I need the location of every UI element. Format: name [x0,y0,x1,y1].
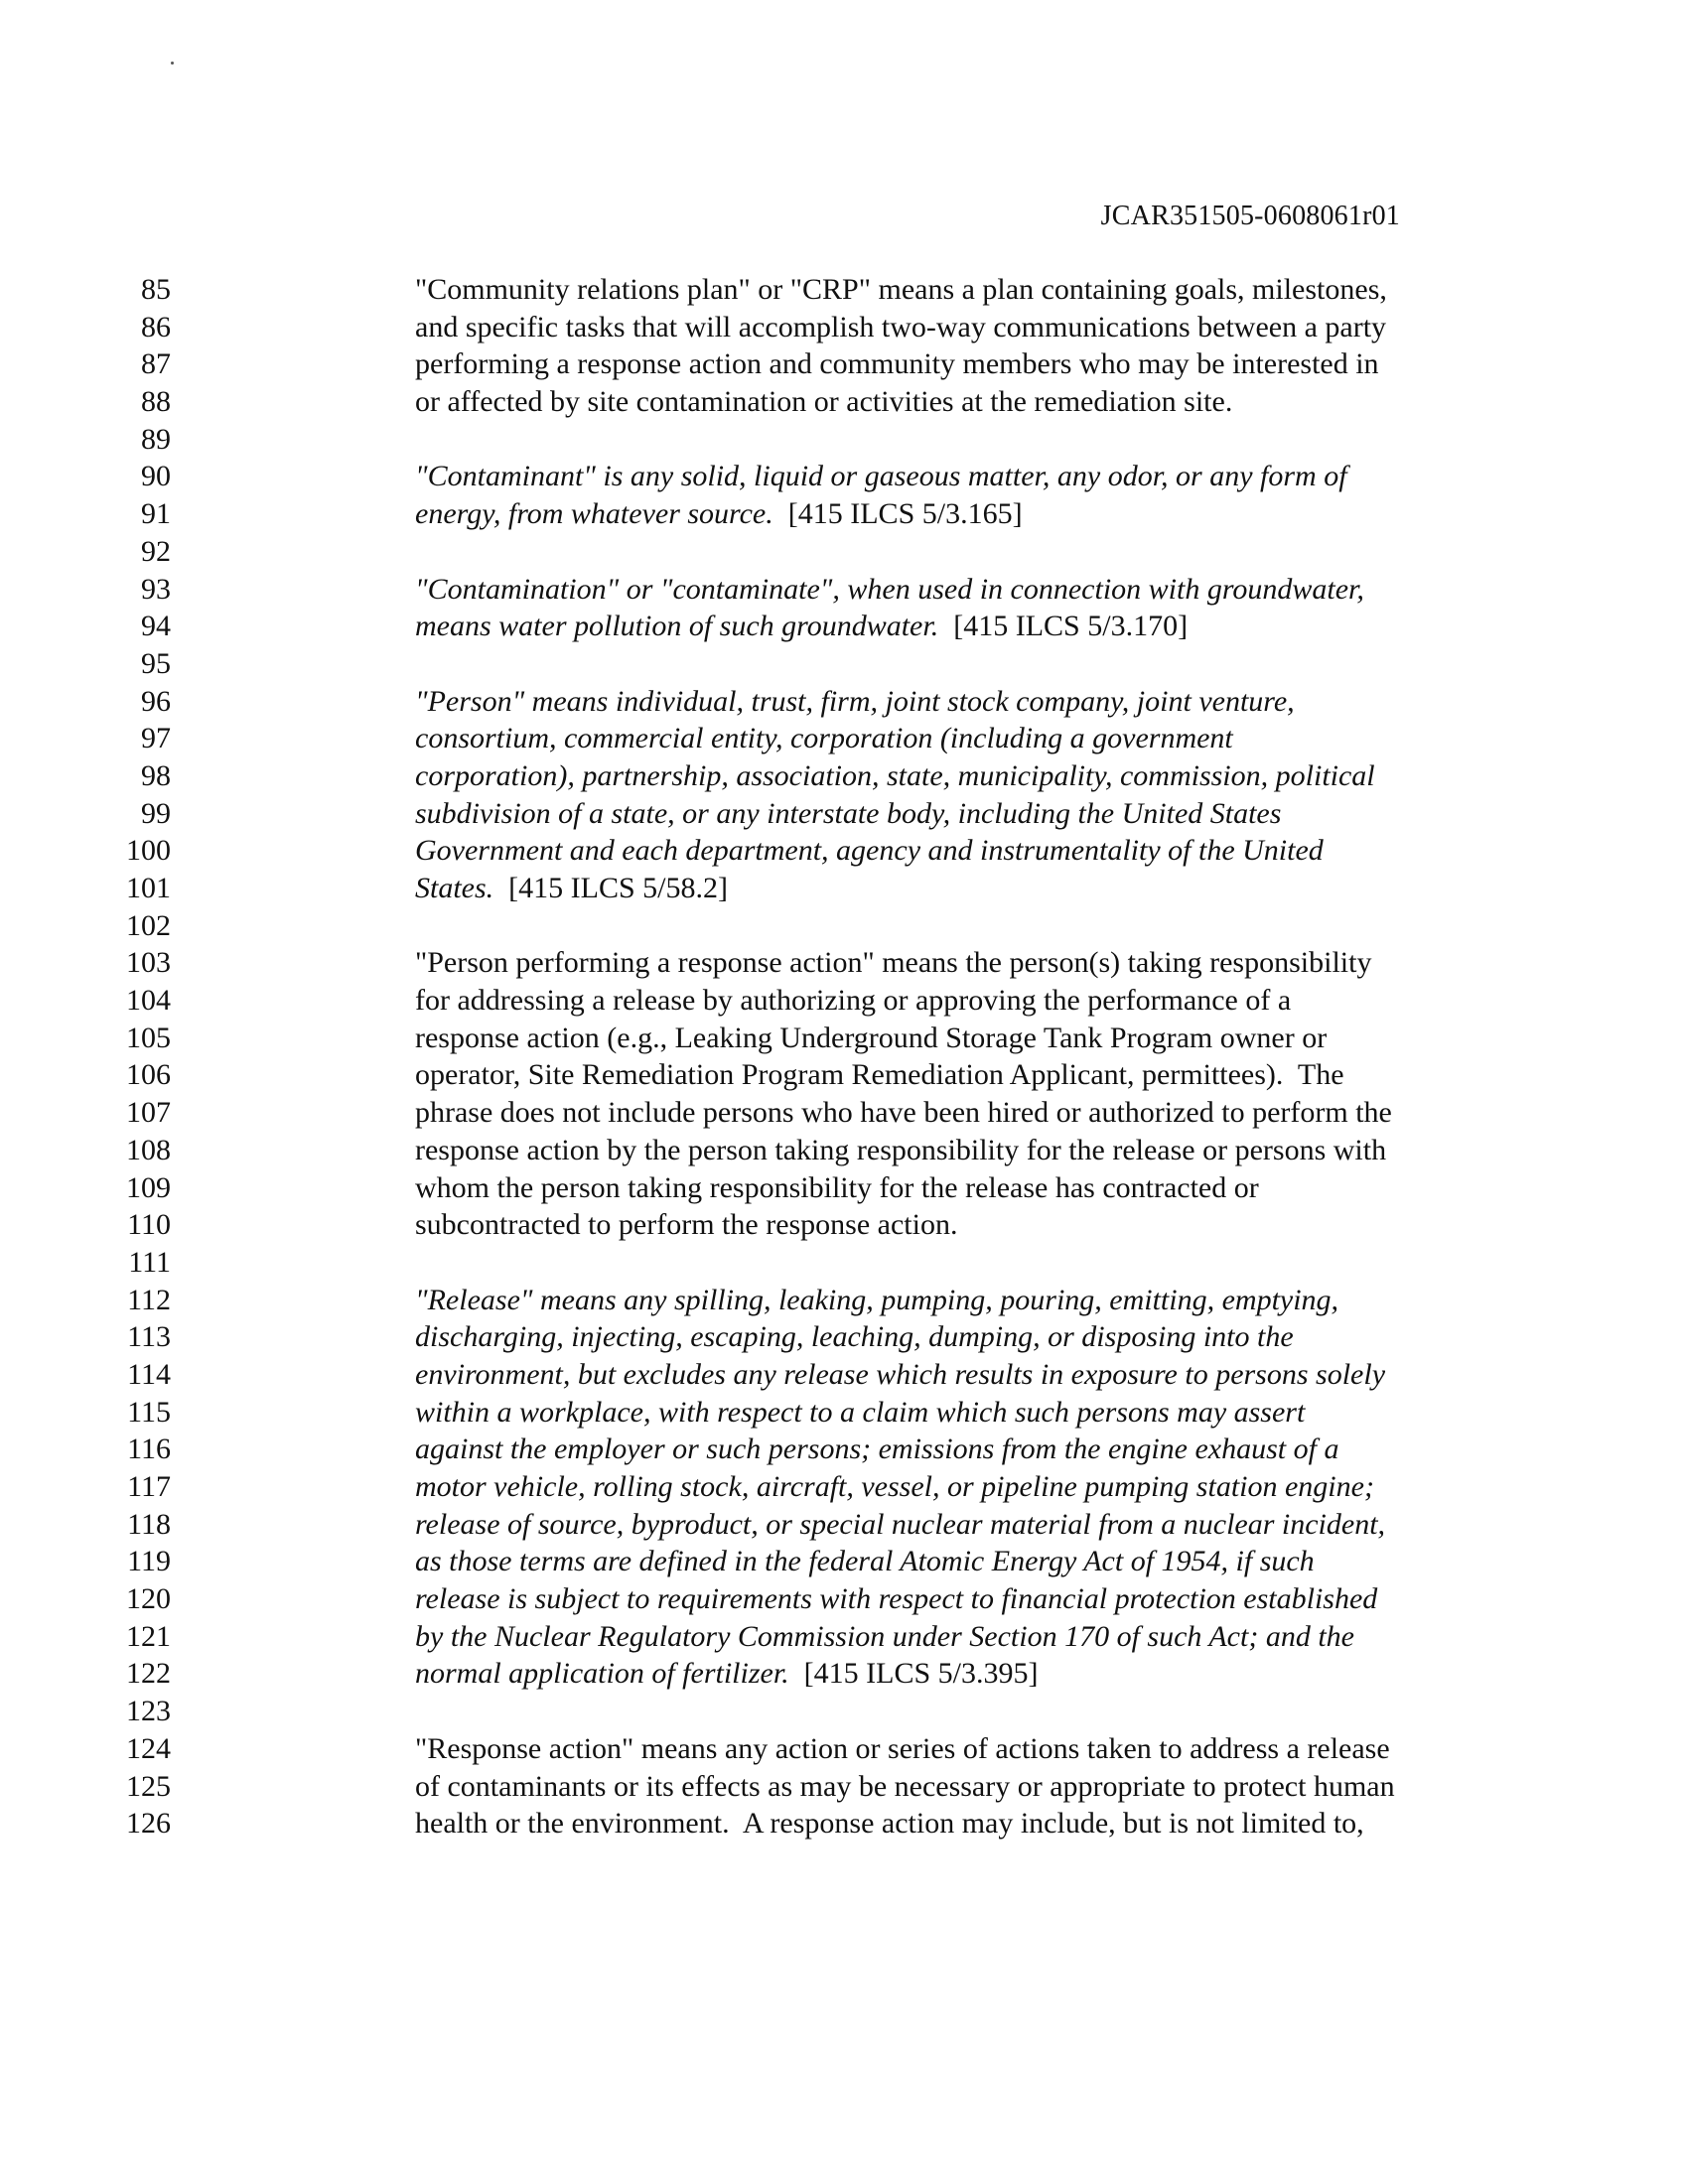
text-line [0,1318,1684,1356]
line-number: 94 [141,610,171,643]
text-segment: "Community relations plan" or "CRP" means a plan containing goals, milestones, [415,273,1387,306]
text-line [0,982,1684,1020]
text-segment: or affected by site contamination or activities at the remediation site. [415,385,1233,419]
line-number: 112 [127,1283,171,1316]
line-number: 120 [126,1582,171,1616]
line-text [415,1805,1364,1843]
line-number: 96 [141,684,171,718]
line-text [415,795,1281,833]
line-text [415,345,1379,383]
line-text [415,1318,1294,1356]
text-line [0,1618,1684,1656]
text-line [0,870,1684,907]
text-line [0,533,1684,571]
text-line [0,271,1684,309]
text-line [0,1730,1684,1768]
line-text [415,1618,1354,1656]
italic-text-segment: "Contaminant" is any solid, liquid or gaseous matter, any odor, or any form of [415,460,1347,493]
line-number: 108 [126,1133,171,1166]
line-number: 104 [126,984,171,1018]
text-segment: phrase does not include persons who have been hired or authorized to perform the [415,1096,1392,1130]
text-segment: "Response action" means any action or series of actions taken to address a release [415,1731,1390,1765]
line-number: 93 [141,572,171,606]
line-number: 95 [141,646,171,680]
line-text [415,720,1233,757]
scan-speck [171,62,174,65]
line-number: 105 [126,1021,171,1054]
italic-text-segment: "Person" means individual, trust, firm, joint stock company, joint venture, [415,684,1295,718]
line-number: 101 [126,872,171,904]
text-line [0,1580,1684,1618]
text-line [0,1693,1684,1730]
line-number: 99 [141,796,171,830]
line-number: 117 [127,1470,171,1503]
document-id: JCAR351505-0608061r01 [1100,201,1400,231]
italic-text-segment: "Contamination" or "contaminate", when used in connection with groundwater, [415,572,1364,606]
text-line [0,683,1684,721]
line-number: 92 [141,534,171,568]
line-text [415,495,1023,533]
line-text [415,608,1188,645]
text-line [0,1244,1684,1282]
line-text [415,1506,1385,1544]
italic-text-segment: corporation), partnership, association, state, municipality, commission, political [415,758,1375,792]
line-text [415,1094,1392,1132]
line-number: 125 [126,1769,171,1803]
italic-text-segment: release is subject to requirements with respect to financial protection established [415,1582,1378,1616]
italic-text-segment: normal application of fertilizer. [415,1657,789,1691]
text-line [0,1169,1684,1207]
italic-text-segment: "Release" means any spilling, leaking, pumping, pouring, emitting, emptying, [415,1283,1339,1316]
text-segment: and specific tasks that will accomplish two-way communications between a party [415,310,1387,343]
line-number: 87 [141,347,171,381]
line-number: 88 [141,385,171,419]
line-text [415,1394,1305,1432]
text-line [0,1132,1684,1169]
line-number: 106 [126,1058,171,1092]
line-text [415,1282,1338,1319]
text-line [0,1506,1684,1544]
text-line [0,1206,1684,1244]
text-line [0,421,1684,459]
text-line [0,309,1684,346]
text-segment: whom the person taking responsibility for the release has contracted or [415,1170,1259,1204]
italic-text-segment: against the employer or such persons; emissions from the engine exhaust of a [415,1433,1339,1466]
line-number: 91 [141,497,171,531]
line-number: 103 [126,946,171,980]
line-text [415,1356,1385,1394]
text-line [0,1020,1684,1057]
line-text [415,1020,1327,1057]
line-number: 90 [141,460,171,493]
text-line [0,1394,1684,1432]
line-number: 100 [126,834,171,868]
text-line [0,1468,1684,1506]
text-line [0,757,1684,795]
line-number: 126 [126,1807,171,1841]
line-text [415,1132,1386,1169]
text-segment: of contaminants or its effects as may be necessary or appropriate to protect human [415,1769,1395,1803]
line-text [415,982,1291,1020]
text-line [0,720,1684,757]
numbered-text-body [0,271,1684,1843]
italic-text-segment: release of source, byproduct, or special nuclear material from a nuclear incident, [415,1507,1386,1541]
line-text [415,271,1387,309]
text-line [0,1056,1684,1094]
line-text [415,832,1324,870]
text-line [0,1356,1684,1394]
italic-text-segment: subdivision of a state, or any interstate body, including the United States [415,796,1282,830]
text-line [0,1431,1684,1468]
text-line [0,1282,1684,1319]
line-text [415,1468,1374,1506]
line-number: 110 [127,1208,171,1242]
line-number: 98 [141,758,171,792]
line-text [415,1206,957,1244]
text-segment: [415 ILCS 5/3.170] [938,610,1189,643]
line-number: 86 [141,310,171,343]
line-number: 102 [126,908,171,942]
line-number: 123 [126,1695,171,1728]
italic-text-segment: environment, but excludes any release which results in exposure to persons solely [415,1357,1386,1391]
text-line [0,495,1684,533]
line-text [415,757,1375,795]
text-line [0,458,1684,495]
line-number: 119 [127,1545,171,1578]
text-segment: for addressing a release by authorizing or approving the performance of a [415,984,1292,1018]
text-line [0,832,1684,870]
text-segment: response action by the person taking responsibility for the release or persons with [415,1133,1387,1166]
italic-text-segment: States. [415,872,494,904]
text-line [0,1805,1684,1843]
line-number: 116 [127,1433,171,1466]
text-segment: "Person performing a response action" means the person(s) taking responsibility [415,946,1372,980]
text-segment: performing a response action and community members who may be interested in [415,347,1379,381]
text-line [0,645,1684,683]
text-segment: operator, Site Remediation Program Remediation Applicant, permittees). The [415,1058,1344,1092]
line-number: 107 [126,1096,171,1130]
line-text [415,383,1232,421]
text-segment: [415 ILCS 5/3.395] [788,1657,1039,1691]
italic-text-segment: as those terms are defined in the federal Atomic Energy Act of 1954, if such [415,1545,1315,1578]
line-number: 122 [126,1657,171,1691]
line-text [415,1431,1338,1468]
line-number: 114 [127,1357,171,1391]
text-segment: [415 ILCS 5/3.165] [772,497,1023,531]
line-text [415,1543,1315,1580]
text-line [0,608,1684,645]
text-line [0,1543,1684,1580]
text-segment: [415 ILCS 5/58.2] [493,872,728,904]
italic-text-segment: motor vehicle, rolling stock, aircraft, vessel, or pipeline pumping station engine; [415,1470,1374,1503]
italic-text-segment: by the Nuclear Regulatory Commission under Section 170 of such Act; and the [415,1619,1354,1653]
line-text [415,683,1295,721]
line-text [415,1580,1377,1618]
line-number: 124 [126,1731,171,1765]
text-line [0,1094,1684,1132]
line-number: 97 [141,722,171,755]
line-text [415,944,1371,982]
text-line [0,1768,1684,1806]
line-text [415,1056,1344,1094]
text-segment: health or the environment. A response action may include, but is not limited to, [415,1807,1364,1841]
line-text [415,458,1347,495]
text-line [0,345,1684,383]
text-line [0,907,1684,945]
italic-text-segment: within a workplace, with respect to a claim which such persons may assert [415,1395,1306,1429]
text-segment: subcontracted to perform the response action. [415,1208,958,1242]
italic-text-segment: consortium, commercial entity, corporation (including a government [415,722,1233,755]
line-text [415,309,1386,346]
text-line [0,944,1684,982]
text-line [0,1655,1684,1693]
line-number: 111 [128,1245,171,1279]
line-text [415,1169,1259,1207]
line-text [415,1655,1039,1693]
italic-text-segment: Government and each department, agency and instrumentality of the United [415,834,1324,868]
line-number: 89 [141,422,171,456]
text-line [0,383,1684,421]
line-number: 113 [127,1320,171,1354]
line-number: 118 [127,1507,171,1541]
line-number: 85 [141,273,171,306]
line-text [415,1730,1390,1768]
italic-text-segment: means water pollution of such groundwater. [415,610,939,643]
text-line [0,795,1684,833]
line-text [415,870,728,907]
line-text [415,1768,1395,1806]
italic-text-segment: discharging, injecting, escaping, leaching, dumping, or disposing into the [415,1320,1294,1354]
line-text [415,571,1364,609]
line-number: 115 [127,1395,171,1429]
text-line [0,571,1684,609]
line-number: 121 [126,1619,171,1653]
line-number: 109 [126,1170,171,1204]
italic-text-segment: energy, from whatever source. [415,497,773,531]
text-segment: response action (e.g., Leaking Underground Storage Tank Program owner or [415,1021,1328,1054]
